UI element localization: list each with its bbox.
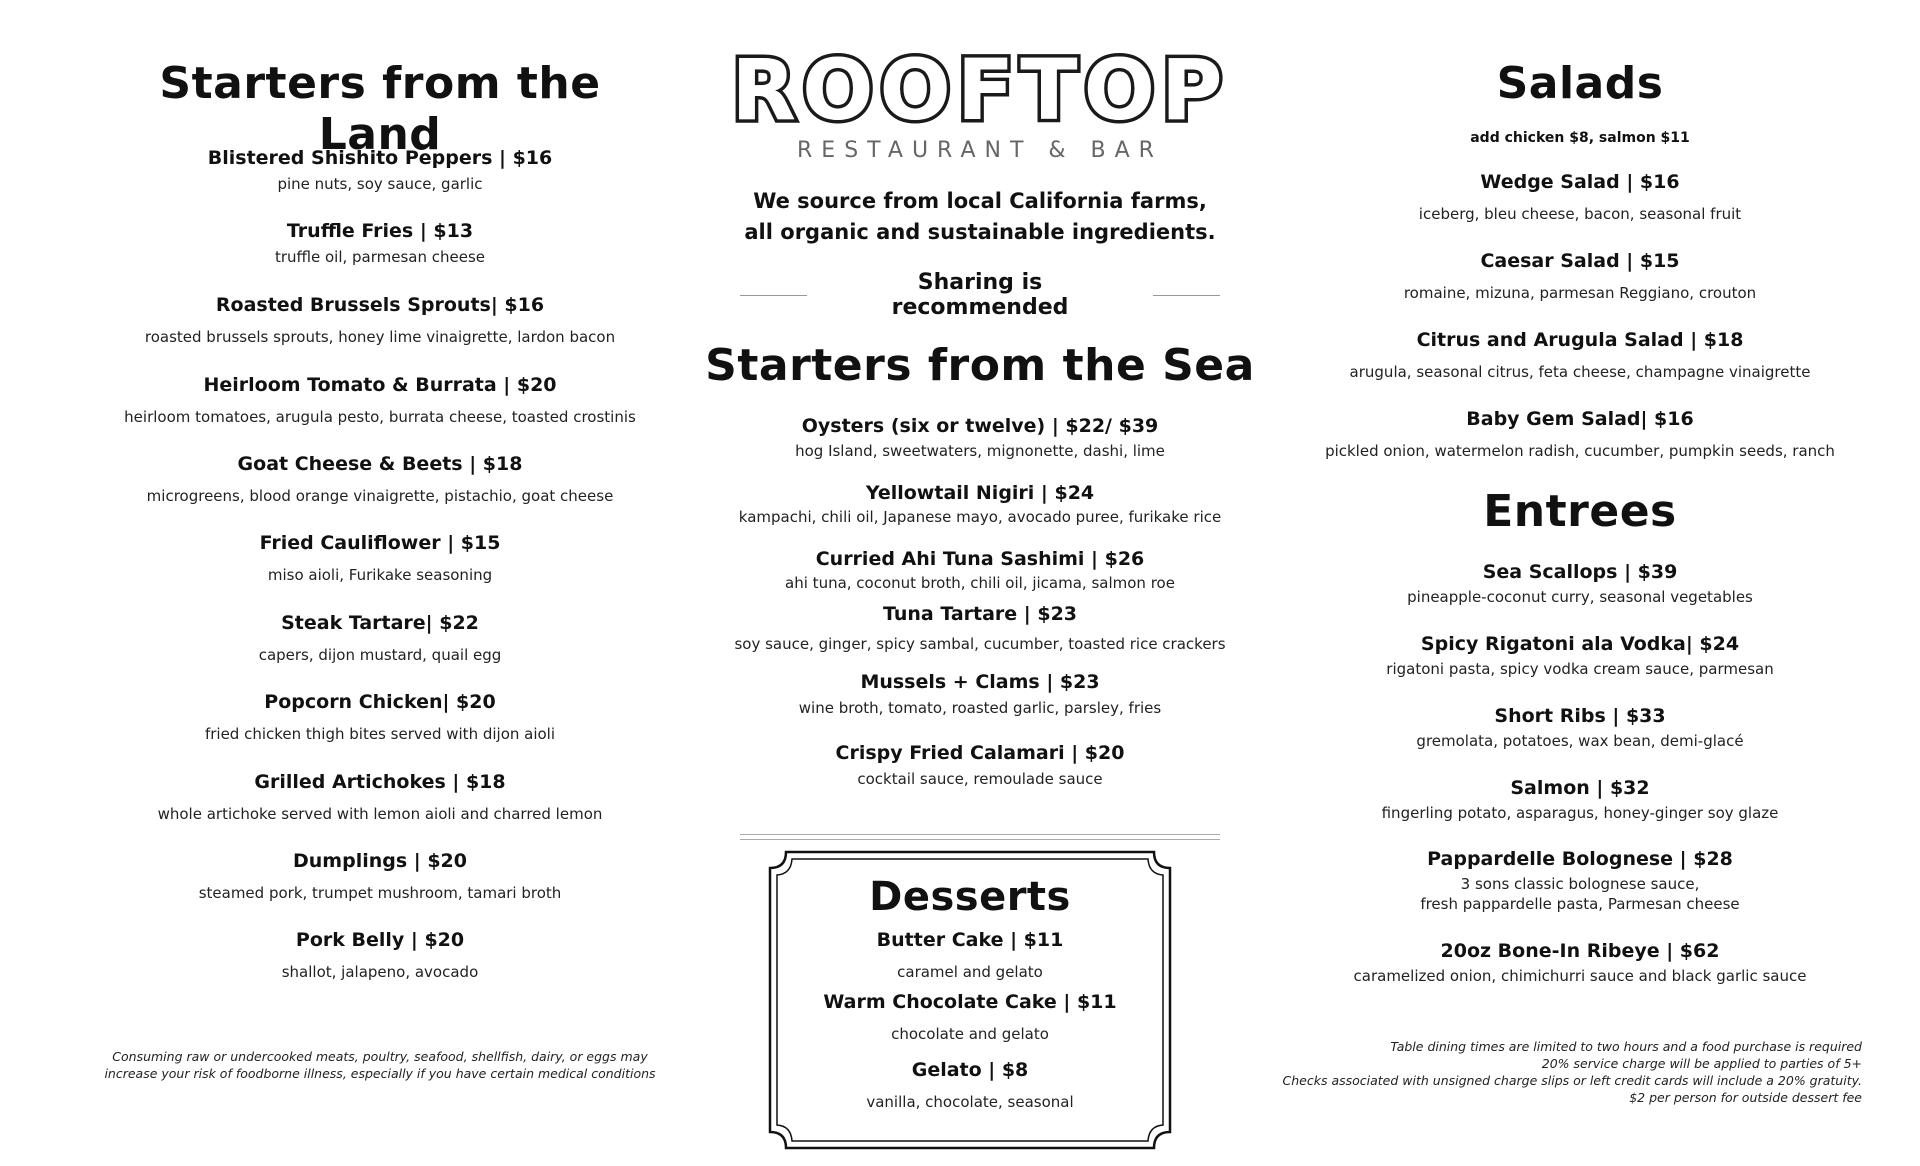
sharing-text: Sharing is recommended — [891, 270, 1069, 320]
item-desc: vanilla, chocolate, seasonal — [866, 1093, 1074, 1111]
logo-wordmark: ROOFTOP — [731, 41, 1229, 139]
add-protein-note: add chicken $8, salmon $11 — [1470, 130, 1690, 146]
menu-item — [700, 670, 1260, 718]
logo-subtitle: RESTAURANT & BAR — [797, 138, 1163, 163]
disclaimer-line: Consuming raw or undercooked meats, poultry, seafood, shellfish, dairy, or eggs may — [112, 1049, 648, 1064]
menu-item — [100, 293, 660, 347]
menu-item — [1300, 249, 1860, 303]
item-desc: gremolata, potatoes, wax bean, demi-glacé — [1416, 732, 1744, 750]
item-name: Blistered Shishito Peppers | $16 — [207, 147, 553, 169]
land-starters-title: Starters from the Land — [159, 58, 601, 160]
menu-item — [1300, 776, 1860, 823]
menu-item — [1300, 939, 1860, 986]
menu-item — [100, 611, 660, 665]
item-name: Mussels + Clams | $23 — [860, 671, 1100, 693]
item-desc: roasted brussels sprouts, honey lime vinaigrette, lardon bacon — [144, 328, 616, 346]
dining-policy — [1242, 1038, 1862, 1106]
menu-item — [1300, 407, 1860, 461]
item-name: Popcorn Chicken| $20 — [264, 691, 496, 713]
menu-item — [100, 770, 660, 824]
policy-line: Checks associated with unsigned charge slips or left credit cards will include a 20% gratuity. — [1282, 1073, 1862, 1088]
disclaimer-line: increase your risk of foodborne illness, especially if you have certain medical conditions — [104, 1066, 656, 1081]
item-desc: cocktail sauce, remoulade sauce — [857, 770, 1103, 788]
item-name: Pappardelle Bolognese | $28 — [1427, 848, 1733, 870]
item-name: Oysters (six or twelve) | $22/ $39 — [801, 415, 1159, 437]
menu-item — [1300, 704, 1860, 751]
menu-item — [768, 990, 1172, 1044]
item-name: Butter Cake | $11 — [876, 929, 1064, 951]
item-name: Wedge Salad | $16 — [1480, 171, 1680, 193]
item-desc: arugula, seasonal citrus, feta cheese, champagne vinaigrette — [1349, 363, 1811, 381]
sea-starters-title: Starters from the Sea — [705, 340, 1255, 391]
divider — [740, 295, 807, 296]
item-desc: pine nuts, soy sauce, garlic — [277, 175, 483, 193]
item-desc: rigatoni pasta, spicy vodka cream sauce, parmesan — [1386, 660, 1774, 678]
item-name: Sea Scallops | $39 — [1482, 561, 1678, 583]
menu-item — [768, 1058, 1172, 1112]
item-desc: truffle oil, parmesan cheese — [274, 248, 486, 266]
item-desc: 3 sons classic bolognese sauce, — [1460, 875, 1700, 893]
menu-item — [700, 547, 1260, 593]
item-desc: ahi tuna, coconut broth, chili oil, jicama, salmon roe — [785, 574, 1175, 592]
menu-item — [100, 373, 660, 427]
item-name: 20oz Bone-In Ribeye | $62 — [1440, 940, 1720, 962]
item-name: Short Ribs | $33 — [1494, 705, 1666, 727]
item-desc: fresh pappardelle pasta, Parmesan cheese — [1420, 895, 1740, 913]
item-name: Baby Gem Salad| $16 — [1466, 408, 1694, 430]
menu-item — [1300, 170, 1860, 224]
sharing-banner — [700, 270, 1260, 320]
item-desc: microgreens, blood orange vinaigrette, pistachio, goat cheese — [146, 487, 614, 505]
policy-line: $2 per person for outside dessert fee — [1629, 1090, 1862, 1105]
menu-item — [100, 146, 660, 194]
item-desc: chocolate and gelato — [891, 1025, 1049, 1043]
item-name: Gelato | $8 — [911, 1059, 1029, 1081]
menu-item — [768, 928, 1172, 982]
item-name: Yellowtail Nigiri | $24 — [865, 482, 1095, 504]
tagline-line: We source from local California farms, — [753, 189, 1207, 213]
menu-item — [700, 741, 1260, 789]
menu-item — [100, 219, 660, 267]
menu-item — [1300, 560, 1860, 607]
salads-title: Salads — [1496, 58, 1664, 109]
sourcing-tagline — [700, 186, 1260, 248]
item-name: Warm Chocolate Cake | $11 — [823, 991, 1117, 1013]
item-desc: kampachi, chili oil, Japanese mayo, avocado puree, furikake rice — [738, 508, 1222, 526]
item-desc: soy sauce, ginger, spicy sambal, cucumber, toasted rice crackers — [734, 635, 1226, 653]
item-name: Dumplings | $20 — [293, 850, 467, 872]
item-name: Roasted Brussels Sprouts| $16 — [215, 294, 545, 316]
menu-item — [100, 928, 660, 982]
item-name: Truffle Fries | $13 — [286, 220, 474, 242]
menu-item — [700, 481, 1260, 527]
item-desc: whole artichoke served with lemon aioli and charred lemon — [157, 805, 603, 823]
menu-item — [100, 690, 660, 744]
menu-item — [1300, 328, 1860, 382]
menu-item — [700, 602, 1260, 654]
item-desc: heirloom tomatoes, arugula pesto, burrata cheese, toasted crostinis — [124, 408, 636, 426]
entrees-title: Entrees — [1483, 486, 1677, 537]
item-desc: caramel and gelato — [897, 963, 1043, 981]
item-name: Heirloom Tomato & Burrata | $20 — [203, 374, 557, 396]
food-safety-disclaimer — [100, 1048, 660, 1082]
item-desc: wine broth, tomato, roasted garlic, parsley, fries — [798, 699, 1162, 717]
menu-item — [1300, 632, 1860, 679]
item-name: Pork Belly | $20 — [295, 929, 465, 951]
menu-item — [100, 452, 660, 506]
item-desc: fried chicken thigh bites served with dijon aioli — [204, 725, 556, 743]
divider — [740, 834, 1220, 840]
desserts-title: Desserts — [869, 874, 1071, 920]
rooftop-logo — [700, 41, 1260, 163]
item-desc: romaine, mizuna, parmesan Reggiano, crouton — [1403, 284, 1757, 302]
item-name: Steak Tartare| $22 — [281, 612, 479, 634]
divider — [1153, 295, 1220, 296]
item-name: Curried Ahi Tuna Sashimi | $26 — [815, 548, 1145, 570]
item-name: Citrus and Arugula Salad | $18 — [1416, 329, 1744, 351]
item-desc: iceberg, bleu cheese, bacon, seasonal fruit — [1418, 205, 1742, 223]
item-desc: miso aioli, Furikake seasoning — [267, 566, 493, 584]
item-desc: steamed pork, trumpet mushroom, tamari broth — [198, 884, 562, 902]
menu-item — [700, 414, 1260, 461]
item-desc: caramelized onion, chimichurri sauce and black garlic sauce — [1353, 967, 1807, 985]
item-name: Crispy Fried Calamari | $20 — [835, 742, 1125, 764]
item-name: Spicy Rigatoni ala Vodka| $24 — [1420, 633, 1740, 655]
item-desc: pineapple-coconut curry, seasonal vegetables — [1407, 588, 1753, 606]
item-desc: pickled onion, watermelon radish, cucumber, pumpkin seeds, ranch — [1325, 442, 1835, 460]
item-name: Salmon | $32 — [1510, 777, 1650, 799]
desserts-box — [768, 850, 1172, 1150]
item-desc: shallot, jalapeno, avocado — [281, 963, 479, 981]
item-desc: fingerling potato, asparagus, honey-ginger soy glaze — [1381, 804, 1779, 822]
menu-item — [100, 531, 660, 585]
item-name: Grilled Artichokes | $18 — [254, 771, 506, 793]
item-name: Tuna Tartare | $23 — [882, 603, 1078, 625]
item-name: Caesar Salad | $15 — [1480, 250, 1680, 272]
item-name: Fried Cauliflower | $15 — [259, 532, 501, 554]
item-name: Goat Cheese & Beets | $18 — [237, 453, 523, 475]
policy-line: Table dining times are limited to two hours and a food purchase is required — [1390, 1039, 1862, 1054]
item-desc: capers, dijon mustard, quail egg — [258, 646, 502, 664]
menu-item — [1300, 847, 1860, 914]
item-desc: hog Island, sweetwaters, mignonette, dashi, lime — [795, 442, 1165, 460]
menu-item — [100, 849, 660, 903]
policy-line: 20% service charge will be applied to parties of 5+ — [1541, 1056, 1862, 1071]
tagline-line: all organic and sustainable ingredients. — [744, 220, 1216, 244]
